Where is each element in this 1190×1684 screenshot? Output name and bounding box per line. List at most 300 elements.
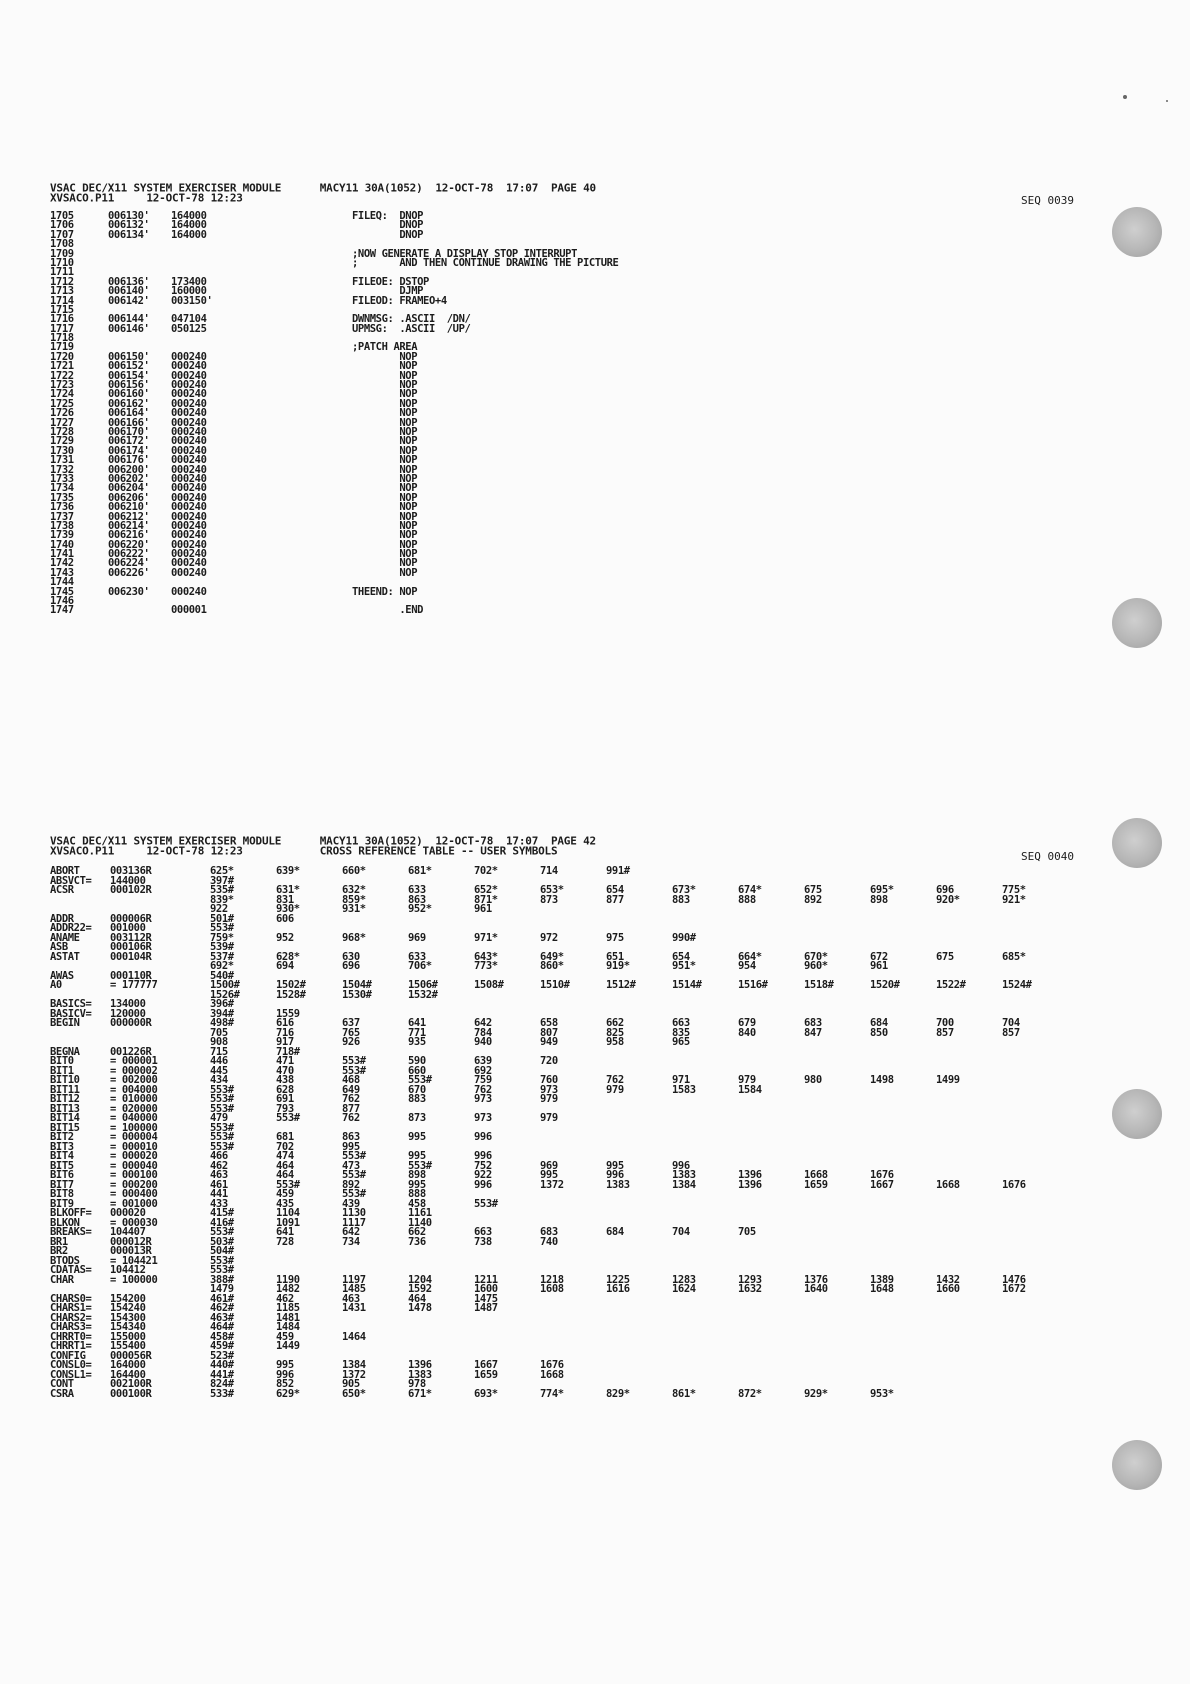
reference-line: 639 <box>474 1055 492 1067</box>
reference-line: 762 <box>342 1093 360 1105</box>
reference-line: 639* <box>276 865 300 877</box>
reference-line: 704 <box>672 1226 690 1238</box>
reference-line: 888 <box>408 1188 426 1200</box>
reference-line: 1510# <box>540 979 570 991</box>
reference-line: 968* <box>342 931 366 944</box>
line-number: 1725 <box>50 397 74 410</box>
reference-line: 1383 <box>606 1178 630 1191</box>
line-number: 1732 <box>50 463 74 476</box>
reference-line: 1218 <box>540 1273 564 1286</box>
reference-line: 396# <box>210 998 234 1010</box>
line-number: 1719 <box>50 341 74 354</box>
reference-line: 1130 <box>342 1207 366 1219</box>
reference-line: 1504# <box>342 979 372 991</box>
reference-line: 445 <box>210 1064 228 1077</box>
reference-line: 888 <box>738 893 756 906</box>
reference-line: 975 <box>606 931 624 944</box>
reference-line: 759 <box>474 1074 492 1086</box>
reference-line: 434 <box>210 1074 228 1086</box>
symbol-value: 003112R <box>110 931 152 944</box>
symbol-name: A0 <box>50 979 62 991</box>
object-code: 164000 <box>171 228 207 241</box>
reference-line: 979 <box>540 1112 558 1124</box>
object-code: 000240 <box>171 360 207 373</box>
source-text: NOP <box>352 501 418 514</box>
reference-line: 905 <box>342 1378 360 1390</box>
reference-line: 1676 <box>540 1359 564 1371</box>
reference-line: 760 <box>540 1074 558 1086</box>
reference-line: 762 <box>342 1112 360 1124</box>
reference-line: 1640 <box>804 1283 828 1295</box>
object-code: 003150' <box>171 294 213 307</box>
reference-line: 616 <box>276 1017 294 1029</box>
reference-line: 1648 <box>870 1283 894 1295</box>
symbol-name: BASICV= <box>50 1007 92 1020</box>
reference-line: 459# <box>210 1340 234 1352</box>
object-code: 000240 <box>171 379 207 392</box>
symbol-name: BIT13 <box>50 1102 80 1115</box>
reference-line: 965 <box>672 1036 690 1048</box>
address: 006176' <box>108 454 150 467</box>
source-text: DJMP <box>352 285 424 298</box>
reference-line: 1283 <box>672 1273 696 1286</box>
reference-line: 1091 <box>276 1216 300 1229</box>
line-number: 1739 <box>50 529 74 542</box>
reference-line: 995 <box>606 1159 624 1172</box>
reference-line: 683 <box>804 1017 822 1029</box>
reference-line: 1482 <box>276 1283 300 1295</box>
address: 006210' <box>108 501 150 514</box>
reference-line: 1676 <box>870 1169 894 1181</box>
address: 006172' <box>108 435 150 448</box>
address: 006214' <box>108 519 150 532</box>
symbol-value: = 177777 <box>110 979 158 991</box>
source-text: FILEOE: DSTOP <box>352 275 429 288</box>
address: 006154' <box>108 369 150 382</box>
address: 006230' <box>108 585 150 598</box>
symbol-name: BIT4 <box>50 1150 74 1162</box>
reference-line: 990# <box>672 931 696 944</box>
address: 006212' <box>108 510 150 523</box>
reference-line: 684 <box>870 1017 888 1029</box>
symbol-value: 155400 <box>110 1340 146 1352</box>
reference-line: 873 <box>540 893 558 906</box>
address: 006226' <box>108 566 150 579</box>
reference-line: 553# <box>342 1188 366 1200</box>
reference-line: 440# <box>210 1359 234 1371</box>
reference-line: 873 <box>408 1112 426 1124</box>
address: 006200' <box>108 463 150 476</box>
line-number: 1743 <box>50 566 74 579</box>
reference-line: 479 <box>210 1112 228 1124</box>
reference-line: 871* <box>474 893 498 906</box>
reference-line: 920* <box>936 893 960 906</box>
reference-line: 461# <box>210 1292 234 1305</box>
reference-line: 718# <box>276 1045 300 1058</box>
reference-line: 1197 <box>342 1273 366 1286</box>
line-number: 1734 <box>50 482 74 495</box>
reference-line: 606 <box>276 912 294 925</box>
object-code: 000240 <box>171 472 207 485</box>
line-number: 1740 <box>50 538 74 551</box>
object-code: 000240 <box>171 519 207 532</box>
reference-line: 691 <box>276 1093 294 1105</box>
reference-line: 446 <box>210 1055 228 1067</box>
reference-line: 996 <box>672 1159 690 1172</box>
symbol-name: CHAR <box>50 1273 74 1286</box>
address: 006206' <box>108 491 150 504</box>
reference-line: 831 <box>276 893 294 906</box>
reference-line: 1384 <box>342 1359 366 1371</box>
reference-line: 696 <box>342 960 360 972</box>
reference-line: 1389 <box>870 1273 894 1286</box>
symbol-name: BIT6 <box>50 1169 74 1181</box>
symbol-name: CHARS2= <box>50 1311 92 1324</box>
reference-line: 835 <box>672 1026 690 1039</box>
reference-line: 793 <box>276 1102 294 1115</box>
reference-line: 1485 <box>342 1283 366 1295</box>
reference-line: 1484 <box>276 1321 300 1333</box>
reference-line: 535# <box>210 884 234 896</box>
reference-line: 1487 <box>474 1302 498 1314</box>
object-code: 164000 <box>171 219 207 232</box>
line-number: 1716 <box>50 313 74 326</box>
symbol-value: 000100R <box>110 1387 152 1400</box>
reference-line: 628* <box>276 950 300 963</box>
object-code: 000001 <box>171 604 207 617</box>
reference-line: 949 <box>540 1036 558 1048</box>
reference-line: 1506# <box>408 979 438 991</box>
symbol-name: BIT0 <box>50 1055 74 1067</box>
reference-line: 654 <box>606 884 624 896</box>
reference-line: 464 <box>276 1159 294 1172</box>
reference-line: 533# <box>210 1387 234 1400</box>
reference-line: 940 <box>474 1036 492 1048</box>
reference-line: 681 <box>276 1131 294 1143</box>
symbol-name: BIT7 <box>50 1178 74 1191</box>
reference-line: 1372 <box>342 1368 366 1381</box>
symbol-name: CHARS0= <box>50 1292 92 1305</box>
reference-line: 995 <box>408 1150 426 1162</box>
symbol-value: 164000 <box>110 1359 146 1371</box>
source-text: NOP <box>352 454 418 467</box>
reference-line: 825 <box>606 1026 624 1039</box>
address: 006160' <box>108 388 150 401</box>
reference-line: 991# <box>606 865 630 877</box>
reference-line: 954 <box>738 960 756 972</box>
symbol-name: CHARS1= <box>50 1302 92 1314</box>
symbol-value: 000012R <box>110 1235 152 1248</box>
punch-hole-icon <box>1112 207 1162 257</box>
symbol-name: ABORT <box>50 865 80 877</box>
reference-line: 705 <box>738 1226 756 1238</box>
reference-line: 773* <box>474 960 498 972</box>
source-text: NOP <box>352 557 418 570</box>
source-text: NOP <box>352 416 418 429</box>
reference-line: 1502# <box>276 979 306 991</box>
reference-line: 1660 <box>936 1283 960 1295</box>
symbol-value: 164400 <box>110 1368 146 1381</box>
reference-line: 468 <box>342 1074 360 1086</box>
reference-line: 824# <box>210 1378 234 1390</box>
reference-line: 1500# <box>210 979 240 991</box>
reference-line: 466 <box>210 1150 228 1162</box>
reference-line: 664* <box>738 950 762 963</box>
reference-line: 471 <box>276 1055 294 1067</box>
reference-line: 1532# <box>408 988 438 1001</box>
reference-line: 650* <box>342 1387 366 1400</box>
source-text: NOP <box>352 538 418 551</box>
reference-line: 649* <box>540 950 564 963</box>
reference-line: 917 <box>276 1036 294 1048</box>
symbol-name: CHRRT0= <box>50 1330 92 1343</box>
line-number: 1733 <box>50 472 74 485</box>
reference-line: 660 <box>408 1064 426 1077</box>
reference-line: 1526# <box>210 988 240 1001</box>
source-text: DNOP <box>352 219 424 232</box>
object-code: 000240 <box>171 501 207 514</box>
line-number: 1742 <box>50 557 74 570</box>
reference-line: 553# <box>276 1178 300 1191</box>
scan-speck <box>1123 95 1127 99</box>
address: 006220' <box>108 538 150 551</box>
line-number: 1715 <box>50 303 74 316</box>
source-text: ;PATCH AREA <box>352 341 418 354</box>
address: 006132' <box>108 219 150 232</box>
reference-line: 969 <box>540 1159 558 1172</box>
source-text: NOP <box>352 379 418 392</box>
reference-line: 675 <box>936 950 954 963</box>
reference-line: 1667 <box>870 1178 894 1191</box>
source-text: DNOP <box>352 228 424 241</box>
reference-line: 590 <box>408 1055 426 1067</box>
reference-line: 643* <box>474 950 498 963</box>
line-number: 1714 <box>50 294 74 307</box>
symbol-value: = 000400 <box>110 1188 158 1200</box>
reference-line: 670 <box>408 1083 426 1096</box>
reference-line: 641 <box>276 1226 294 1238</box>
address: 006156' <box>108 379 150 392</box>
reference-line: 1676 <box>1002 1178 1026 1191</box>
reference-line: 979 <box>738 1074 756 1086</box>
symbol-value: 003136R <box>110 865 152 877</box>
reference-line: 736 <box>408 1235 426 1248</box>
reference-line: 464 <box>276 1169 294 1181</box>
line-number: 1710 <box>50 256 74 269</box>
sequence-number: SEQ 0039 <box>1021 194 1074 207</box>
source-text: FILEQ: DNOP <box>352 210 424 222</box>
reference-line: 930* <box>276 903 300 915</box>
reference-line: 839* <box>210 893 234 906</box>
reference-line: 553# <box>342 1169 366 1181</box>
symbol-value: = 004000 <box>110 1083 158 1096</box>
reference-line: 931* <box>342 903 366 915</box>
address: 006216' <box>108 529 150 542</box>
reference-line: 649 <box>342 1083 360 1096</box>
line-number: 1722 <box>50 369 74 382</box>
source-text: NOP <box>352 407 418 420</box>
symbol-value: 000104R <box>110 950 152 963</box>
reference-line: 935 <box>408 1036 426 1048</box>
source-text: NOP <box>352 510 418 523</box>
address: 006222' <box>108 548 150 561</box>
symbol-value: 000020 <box>110 1207 146 1219</box>
symbol-value: 144000 <box>110 874 146 887</box>
reference-line: 1396 <box>738 1178 762 1191</box>
reference-line: 553# <box>210 1121 234 1134</box>
reference-line: 1508# <box>474 979 504 991</box>
symbol-name: ACSR <box>50 884 74 896</box>
reference-line: 995 <box>540 1169 558 1181</box>
reference-line: 752 <box>474 1159 492 1172</box>
line-number: 1707 <box>50 228 74 241</box>
symbol-name: CONSL1= <box>50 1368 92 1381</box>
reference-line: 765 <box>342 1026 360 1039</box>
symbol-name: BR2 <box>50 1245 68 1257</box>
reference-line: 1632 <box>738 1283 762 1295</box>
reference-line: 980 <box>804 1074 822 1086</box>
reference-line: 872* <box>738 1387 762 1400</box>
address: 006152' <box>108 360 150 373</box>
reference-line: 829* <box>606 1387 630 1400</box>
symbol-name: BIT1 <box>50 1064 74 1077</box>
symbol-name: ADDR22= <box>50 922 92 934</box>
reference-line: 633 <box>408 884 426 896</box>
source-text: NOP <box>352 566 418 579</box>
reference-line: 435 <box>276 1197 294 1210</box>
reference-line: 458 <box>408 1197 426 1210</box>
reference-line: 693* <box>474 1387 498 1400</box>
reference-line: 459 <box>276 1330 294 1343</box>
reference-line: 840 <box>738 1026 756 1039</box>
address: 006136' <box>108 275 150 288</box>
reference-line: 1522# <box>936 979 966 991</box>
reference-line: 463 <box>210 1169 228 1181</box>
punch-hole-icon <box>1112 1089 1162 1139</box>
reference-line: 692* <box>210 960 234 972</box>
reference-line: 919* <box>606 960 630 972</box>
reference-line: 762 <box>474 1083 492 1096</box>
reference-line: 658 <box>540 1017 558 1029</box>
reference-line: 553# <box>210 1083 234 1096</box>
reference-line: 958 <box>606 1036 624 1048</box>
reference-line: 996 <box>474 1150 492 1162</box>
reference-line: 642 <box>474 1017 492 1029</box>
symbol-name: BIT8 <box>50 1188 74 1200</box>
reference-line: 553# <box>210 922 234 934</box>
reference-line: 553# <box>210 1102 234 1115</box>
reference-line: 1383 <box>408 1368 432 1381</box>
reference-line: 416# <box>210 1216 234 1229</box>
reference-line: 1608 <box>540 1283 564 1295</box>
reference-line: 971 <box>672 1074 690 1086</box>
scan-speck <box>1166 100 1168 102</box>
reference-line: 1520# <box>870 979 900 991</box>
reference-line: 415# <box>210 1207 234 1219</box>
symbol-value: = 040000 <box>110 1112 158 1124</box>
reference-line: 859* <box>342 893 366 906</box>
object-code: 000240 <box>171 463 207 476</box>
reference-line: 850 <box>870 1026 888 1039</box>
object-code: 000240 <box>171 557 207 570</box>
reference-line: 922 <box>210 903 228 915</box>
symbol-name: BIT11 <box>50 1083 80 1096</box>
object-code: 000240 <box>171 491 207 504</box>
reference-line: 883 <box>672 893 690 906</box>
address: 006204' <box>108 482 150 495</box>
line-number: 1727 <box>50 416 74 429</box>
symbol-value: 000056R <box>110 1349 152 1362</box>
reference-line: 1140 <box>408 1216 432 1229</box>
symbol-name: ASTAT <box>50 950 80 963</box>
source-text: ;NOW GENERATE A DISPLAY STOP INTERRUPT <box>352 247 578 260</box>
reference-line: 458# <box>210 1330 234 1343</box>
reference-line: 996 <box>606 1169 624 1181</box>
symbol-name: BIT14 <box>50 1112 80 1124</box>
source-text: NOP <box>352 482 418 495</box>
reference-line: 929* <box>804 1387 828 1400</box>
reference-line: 1667 <box>474 1359 498 1371</box>
object-code: 050125 <box>171 322 207 335</box>
reference-line: 553# <box>210 1226 234 1238</box>
reference-line: 1584 <box>738 1083 762 1096</box>
object-code: 000240 <box>171 350 207 363</box>
object-code: 000240 <box>171 369 207 382</box>
reference-line: 1668 <box>540 1368 564 1381</box>
symbol-name: BEGIN <box>50 1017 80 1029</box>
symbol-name: BIT9 <box>50 1197 74 1210</box>
reference-line: 1376 <box>804 1273 828 1286</box>
object-code: 164000 <box>171 210 207 222</box>
reference-line: 702* <box>474 865 498 877</box>
symbol-value: = 000200 <box>110 1178 158 1191</box>
address: 006140' <box>108 285 150 298</box>
address: 006130' <box>108 210 150 222</box>
reference-line: 952 <box>276 931 294 944</box>
reference-line: 996 <box>474 1131 492 1143</box>
symbol-value: = 000010 <box>110 1140 158 1153</box>
object-code: 000240 <box>171 538 207 551</box>
symbol-value: = 000001 <box>110 1055 158 1067</box>
reference-line: 694 <box>276 960 294 972</box>
reference-line: 1583 <box>672 1083 696 1096</box>
reference-line: 388# <box>210 1273 234 1286</box>
line-number: 1706 <box>50 219 74 232</box>
symbol-value: 001226R <box>110 1045 152 1058</box>
symbol-name: BIT2 <box>50 1131 74 1143</box>
reference-line: 1499 <box>936 1074 960 1086</box>
reference-line: 1161 <box>408 1207 432 1219</box>
reference-line: 877 <box>606 893 624 906</box>
symbol-name: CSRA <box>50 1387 74 1400</box>
reference-line: 660* <box>342 865 366 877</box>
symbol-value: = 100000 <box>110 1273 158 1286</box>
reference-line: 1104 <box>276 1207 300 1219</box>
line-number: 1718 <box>50 332 74 345</box>
reference-line: 973 <box>474 1093 492 1105</box>
symbol-name: BIT5 <box>50 1159 74 1172</box>
reference-line: 1559 <box>276 1007 300 1020</box>
reference-line: 759* <box>210 931 234 944</box>
object-code: 000240 <box>171 444 207 457</box>
punch-hole-icon <box>1112 598 1162 648</box>
line-number: 1736 <box>50 501 74 514</box>
reference-line: 1518# <box>804 979 834 991</box>
reference-line: 462# <box>210 1302 234 1314</box>
reference-line: 960* <box>804 960 828 972</box>
reference-line: 464 <box>408 1292 426 1305</box>
symbol-value: 134000 <box>110 998 146 1010</box>
